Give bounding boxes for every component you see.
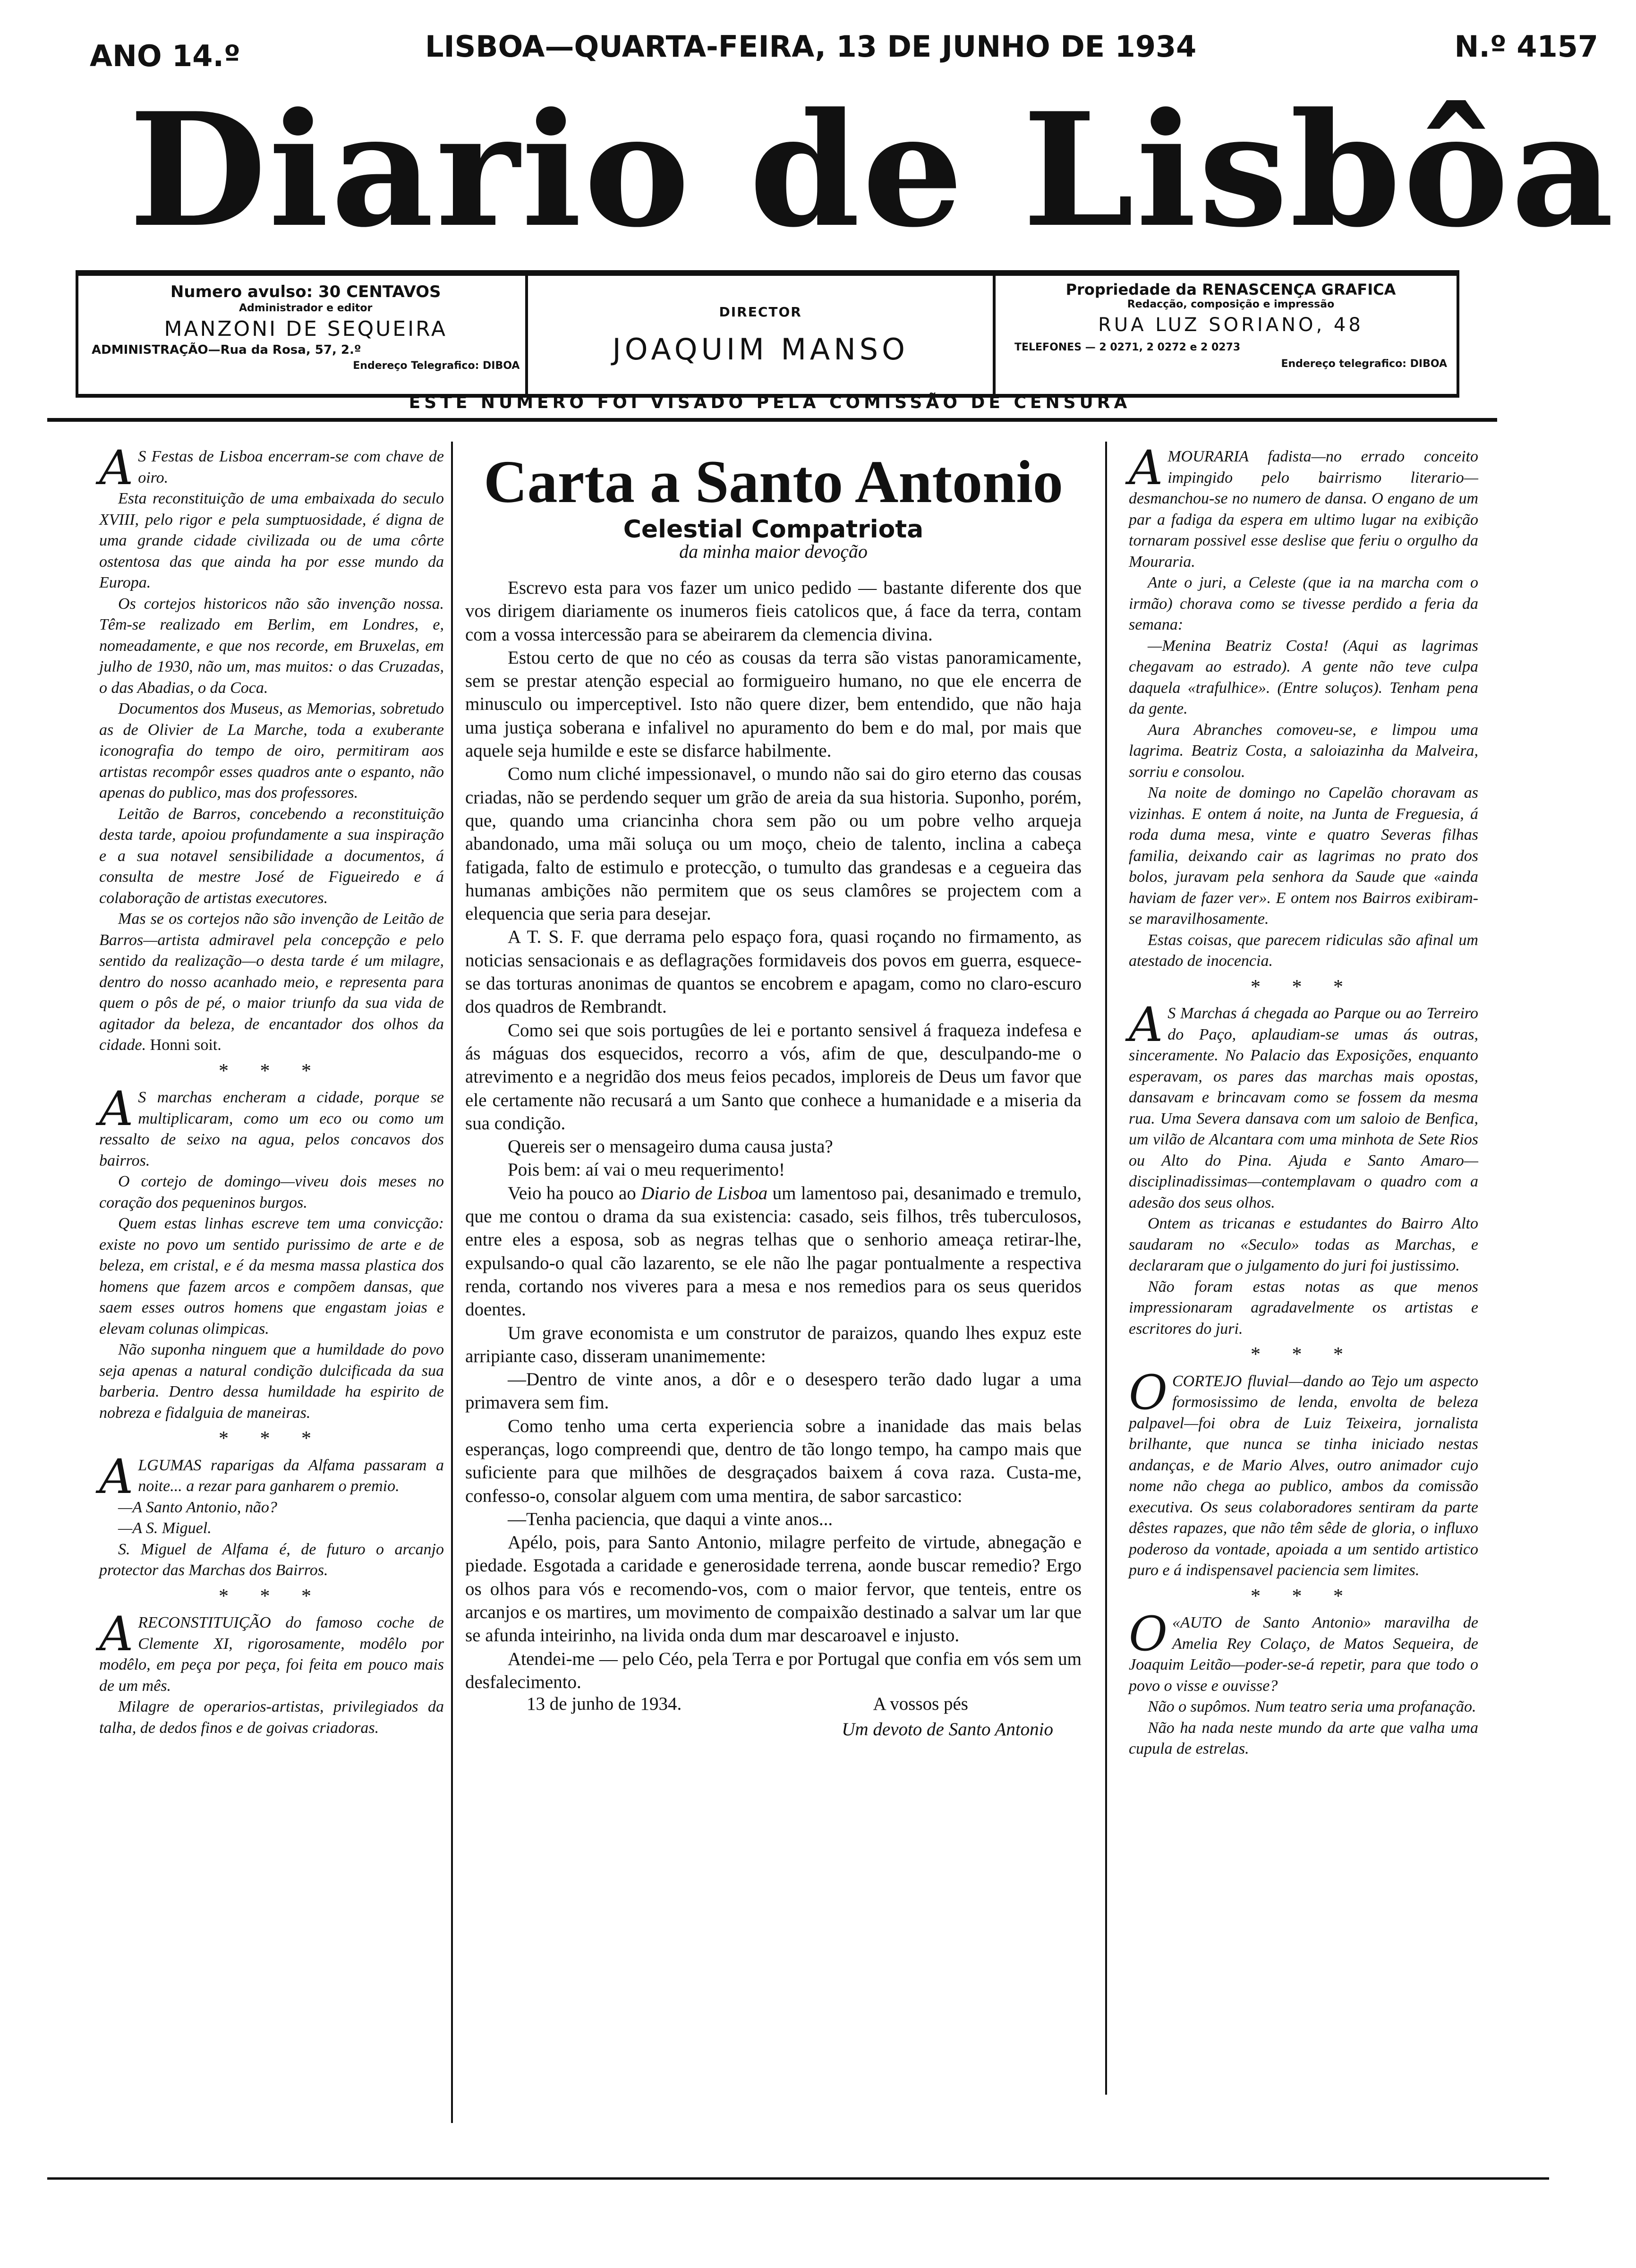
paragraph: Não o supômos. Num teatro seria uma profanação. [1148, 1698, 1476, 1715]
paragraph: Mas se os cortejos não são invenção de Leitão de Barros—artista admiravel pela concepção e pelo sentido da realização—o desta tarde é um milagre, dentro do nosso acanhado meio, e representa para quem o pôs de pé, o maior triunfo da sua vida de agitador da beleza, de encantador dos olhos da cidade. Honni soit. [99, 910, 444, 1054]
info-box-admin [76, 276, 525, 394]
phones-line: TELEFONES — 2 0271, 2 0272 e 2 0273 [1014, 341, 1241, 353]
paragraph: Ante o juri, a Celeste (que ia na marcha com o irmão) chorava como se tivesse perdido a feria da semana: [1129, 574, 1478, 633]
paragraph: Escrevo esta para vos fazer um unico pedido — bastante diferente dos que vos dirigem diariamente os inumeros fieis catolicos que, á face da terra, contam com a vossa intercessão para se abeirarem da clemencia divina. [465, 578, 1082, 645]
header-rule [47, 418, 1497, 422]
drop-cap: A [99, 1606, 134, 1662]
paragraph: —Tenha paciencia, que daqui a vinte anos... [508, 1509, 833, 1529]
paragraph: Como tenho uma certa experiencia sobre a inanidade das mais belas esperanças, logo compreendi que, dentro de tão longo tempo, ha campo mais que suficiente para que milhões de desgraçados baixem á cova raza. Custa-me, confesso-o, consolar alguem com uma mentira, de sabor sarcastico: [465, 1415, 1082, 1506]
paragraph: Pois bem: aí vai o meu requerimento! [508, 1160, 785, 1180]
newspaper-title-ref: Diario de Lisboa [641, 1183, 768, 1203]
article-dedication: da minha maior devoção [679, 540, 868, 562]
admin-role: Administrador e editor [239, 302, 373, 314]
drop-cap: A [99, 440, 134, 495]
paragraph: ALGUMAS raparigas da Alfama passaram a noite... a rezar para ganharem o premio. [99, 1449, 444, 1504]
left-column [99, 440, 444, 1739]
paragraph: —A Santo Antonio, não? [118, 1498, 277, 1516]
paragraph: Documentos dos Museus, as Memorias, sobretudo as de Olivier de La Marche, toda a exuberante iconografia do tempo de oiro, permitiram aos artistas recompôr esses quadros ante o espanto, não apenas do publico, mas dos professores. [99, 700, 444, 801]
paragraph: Não foram estas notas as que menos impressionaram agradavelmente os artistas e escritores do juri. [1129, 1278, 1478, 1338]
paragraph: —A S. Miguel. [118, 1519, 212, 1537]
paragraph: Estou certo de que no céo as cousas da terra são vistas panoramicamente, sem se prestar atenção especial ao formigueiro humano, no que ele encerra de minusculo ou imperceptivel. Isto não quere dizer, bem entendido, que não haja uma justiça soberana e infalivel no apuramento do bem e do mal, por mais que aquele seja humilde e este se disfarce habilmente. [465, 647, 1082, 761]
paragraph: Na noite de domingo no Capelão choravam as vizinhas. E ontem á noite, na Junta de Freguesia, á roda duma mesa, vinte e quatro Severas filhas familia, deixando cair as lagrimas no prato dos bolos, juravam pela senhora da Saude que «ainda haviam de fazer ver». E ontem nos Bairros exibiram-se maravilhosamente. [1129, 784, 1478, 928]
letter-signature: Um devoto de Santo Antonio [842, 1719, 1053, 1740]
paragraph: —Dentro de vinte anos, a dôr e o desespero terão dado lugar a uma primavera sem fim. [465, 1369, 1082, 1413]
paragraph: Esta reconstituição de uma embaixada do seculo XVIII, pelo rigor e pela sumptuosidade, é digna de uma grande cidade civilizada ou de uma côrte ostentosa das que ainda ha por esse mundo da Europa. [99, 490, 444, 591]
issue-number: N.º 4157 [1454, 29, 1598, 64]
admin-telegraph: Endereço Telegrafico: DIBOA [353, 360, 520, 372]
paragraph: Leitão de Barros, concebendo a reconstituição desta tarde, apoiou profundamente a sua inspiração e a sua notavel sensibilidade a documentos, á consulta de mestre José de Figueiredo e á colaboração de artistas executores. [99, 805, 444, 907]
paragraph: Quem estas linhas escreve tem uma convicção: existe no povo um sentido purissimo de arte e de beleza, em cristal, e é da mesma massa plastica dos homens que fazem arcos e compõem dansas, que saem esses outros homens que engastam joias e elevam colunas olimpicas. [99, 1215, 444, 1338]
drop-cap: A [1129, 997, 1163, 1052]
article-headline: Carta a Santo Antonio [484, 448, 1063, 515]
letter-date: 13 de junho de 1934. [527, 1694, 682, 1714]
editorial-line: Redacção, composição e impressão [1127, 298, 1335, 310]
paragraph: Como sei que sois portugûes de lei e portanto sensivel á fraqueza indefesa e ás máguas dos esquecidos, recorro a vós, afim de que, desculpando-me o atrevimento e a negridão dos meus feios pecados, imploreis de Deus um favor que ele certamente não recusará a um Santo que conhece a humanidade e a miseria da sua condição. [465, 1020, 1082, 1134]
paragraph: Quereis ser o mensageiro duma causa justa? [508, 1136, 833, 1157]
info-box-owner [993, 276, 1459, 394]
drop-cap: O [1129, 1364, 1167, 1420]
paragraph: A T. S. F. que derrama pelo espaço fora, quasi roçando no firmamento, as noticias sensacionais e as deflagrações formidaveis dos povos em guerra, esquece-se das torturas anonimas de quantos se encobrem e apagam, como no claro-escuro dos quadros de Rembrandt. [465, 927, 1082, 1017]
right-column [1129, 440, 1478, 1760]
admin-address: ADMINISTRAÇÃO—Rua da Rosa, 57, 2.º [92, 343, 361, 357]
article-subhead: Celestial Compatriota [623, 515, 924, 544]
paragraph: Ontem as tricanas e estudantes do Bairro Alto saudaram no «Seculo» todas as Marchas, e declararam que o julgamento do juri foi justissimo. [1129, 1215, 1478, 1274]
director-label: DIRECTOR [719, 304, 802, 320]
street-address: RUA LUZ SORIANO, 48 [1098, 314, 1363, 336]
paragraph: Como num cliché impessionavel, o mundo não sai do giro eterno das cousas criadas, não se perdendo sequer um grão de areia da sua historia. Suponho, porém, que, quando uma criancinha chora sem pão ou um pobre velho arqueja abandonado, uma mãi soluça ou um moço, cheio de talento, inclina a cabeça fatigada, falto de estimulo e protecção, o tumulto das grandesas e a cegueira das humanas ambições não permitem que os seus clamôres se projectem com a elequencia que seria para desejar. [465, 764, 1082, 924]
closing-phrase: Honni soit. [150, 1036, 222, 1054]
letter-closing [465, 1694, 1082, 1746]
paragraph: Milagre de operarios-artistas, privilegiados da talha, de dedos finos e de goivas criadoras. [99, 1698, 444, 1737]
section-separator: * * * [1251, 976, 1356, 998]
paragraph: Apélo, pois, para Santo Antonio, milagre perfeito de virtude, abnegação e piedade. Esgotada a caridade e generosidade terrena, aonde buscar remedio? Ergo os olhos para vós e recomendo-vos, com o maior fervor, que tenteis, entre os arcanjos e os martires, um movimento de compaixão destinado a salvar um lar que se afunda inteirinho, na livida onda dum mar descaroavel e injusto. [465, 1532, 1082, 1646]
censorship-notice: ESTE NUMERO FOI VISADO PELA COMISSÃO DE CENSURA [409, 393, 1131, 412]
paragraph: —Menina Beatriz Costa! (Aqui as lagrimas chegavam ao estrado). A gente não teve culpa daquela «trafulhice». (Entre soluços). Tenham pena da gente. [1129, 637, 1478, 717]
drop-cap: A [99, 1081, 134, 1136]
paragraph: Veio ha pouco ao Diario de Lisboa um lamentoso pai, desanimado e tremulo, que me contou o drama da sua existencia: casado, seis filhos, três tuberculosos, entre eles a esposa, sob as negras telhas que o senhorio ameaça retirar-lhe, expulsando-o qual cão lazarento, se ele não lhe pagar pontualmente a respectiva renda, cortando nos viveres para a mesa e nos remedios para os seus queridos doentes. [465, 1183, 1082, 1320]
drop-cap: A [99, 1449, 134, 1504]
paragraph: AMOURARIA fadista—no errado conceito impingido pelo bairrismo literario—desmanchou-se no numero de dansa. O engano de um par a fadiga da espera em ultimo lugar na exibição tornaram possivel esse deslise que feriu o orgulho da Mouraria. [1129, 440, 1478, 571]
section-separator: * * * [1251, 1344, 1356, 1365]
section-separator: * * * [219, 1060, 324, 1082]
telegraph-line: Endereço telegrafico: DIBOA [1281, 358, 1447, 370]
info-box-director [525, 276, 993, 394]
price-line: Numero avulso: 30 CENTAVOS [170, 282, 441, 301]
paragraph: O cortejo de domingo—viveu dois meses no coração dos pequeninos burgos. [99, 1173, 444, 1211]
paragraph: Não suponha ninguem que a humildade do povo seja apenas a natural condição dulcificada da sua barberia. Dentro dessa humildade ha espirito de nobreza e fidalguia de maneiras. [99, 1341, 444, 1422]
paragraph: O «AUTO de Santo Antonio» maravilha de Amelia Rey Colaço, de Matos Sequeira, de Joaquim Leitão—poder-se-á repetir, para que todo o povo o visse e ouvisse? [1129, 1606, 1478, 1695]
year-label: ANO 14.º [90, 39, 240, 73]
section-separator: * * * [219, 1585, 324, 1607]
info-bar [76, 270, 1459, 398]
paragraph: S. Miguel de Alfama é, de futuro o arcanjo protector das Marchas dos Bairros. [99, 1540, 444, 1579]
admin-name: MANZONI DE SEQUEIRA [164, 317, 447, 341]
section-separator: * * * [1251, 1585, 1356, 1607]
column-divider-right [1105, 442, 1107, 2095]
drop-cap: O [1129, 1606, 1167, 1662]
column-divider-left [451, 442, 453, 2123]
paragraph: A S Marchas á chegada ao Parque ou ao Terreiro do Paço, aplaudiam-se umas ás outras, sinceramente. No Palacio das Exposições, enquanto esperavam, os pares das marchas mais opostas, dansavam e brincavam como se fossem da mesma rua. Uma Severa dansava com um saloio de Benfica, um vilão de Alcantara com uma minhota de Sete Rios ou Alto do Pina. Ajuda e Santo Amaro—disciplinadissimas—contemplavam o quadro com a adesão dos seus olhos. [1129, 997, 1478, 1211]
paragraph: A S Festas de Lisboa encerram-se com chave de oiro. [99, 440, 444, 495]
paragraph: Os cortejos historicos não são invenção nossa. Têm-se realizado em Berlim, em Londres, e, nomeadamente, e que nos recorde, em Bruxelas, em julho de 1930, não um, mas muitos: o das Cruzadas, o das Abadias, o da Coca. [99, 595, 444, 697]
director-name: JOAQUIM MANSO [612, 332, 909, 367]
masthead-title: Diario de Lisbôa [128, 78, 1616, 262]
letter-salutation: A vossos pés [873, 1694, 968, 1714]
footer-rule [47, 2177, 1549, 2180]
paragraph: ARECONSTITUIÇÃO do famoso coche de Clemente XI, rigorosamente, modêlo por modêlo, em peça por peça, foi feita em pouco mais de um mês. [99, 1606, 444, 1695]
paragraph: Um grave economista e um construtor de paraizos, quando lhes expuz este arripiante caso, disseram unanimemente: [465, 1322, 1082, 1366]
paragraph: A S marchas encheram a cidade, porque se multiplicaram, como um eco ou como um ressalto de seixo na agua, pelos concavos dos bairros. [99, 1081, 444, 1169]
paragraph: OCORTEJO fluvial—dando ao Tejo um aspecto formosissimo de lenda, envolta de beleza palpavel—foi obra de Luiz Teixeira, jornalista brilhante, que nunca se tinha iniciado nestas andanças, e de Mario Alves, outro animador cujo nome não chega ao publico, ambos da comissão executiva. Os seus colaboradores sentiram da parte dêstes rapazes, que não têm sêde de gloria, o influxo poderoso da vontade, apoiada a um sentido artistico puro e á indispensavel paciencia sem limites. [1129, 1364, 1478, 1579]
section-separator: * * * [219, 1428, 324, 1449]
paragraph: Não ha nada neste mundo da arte que valha uma cupula de estrelas. [1129, 1719, 1478, 1757]
paragraph: Aura Abranches comoveu-se, e limpou uma lagrima. Beatriz Costa, a saloiazinha da Malveira, sorriu e consolou. [1129, 721, 1478, 781]
center-column [465, 446, 1082, 1746]
paragraph: Atendei-me — pelo Céo, pela Terra e por Portugal que confia em vós sem um desfalecimento. [465, 1648, 1082, 1692]
drop-cap: A [1129, 440, 1163, 495]
paragraph: Estas coisas, que parecem ridiculas são afinal um atestado de inocencia. [1129, 931, 1478, 970]
dateline: LISBOA—QUARTA-FEIRA, 13 DE JUNHO DE 1934 [425, 29, 1197, 64]
owner-line: Propriedade da RENASCENÇA GRAFICA [1065, 281, 1396, 298]
top-line [80, 29, 1598, 73]
